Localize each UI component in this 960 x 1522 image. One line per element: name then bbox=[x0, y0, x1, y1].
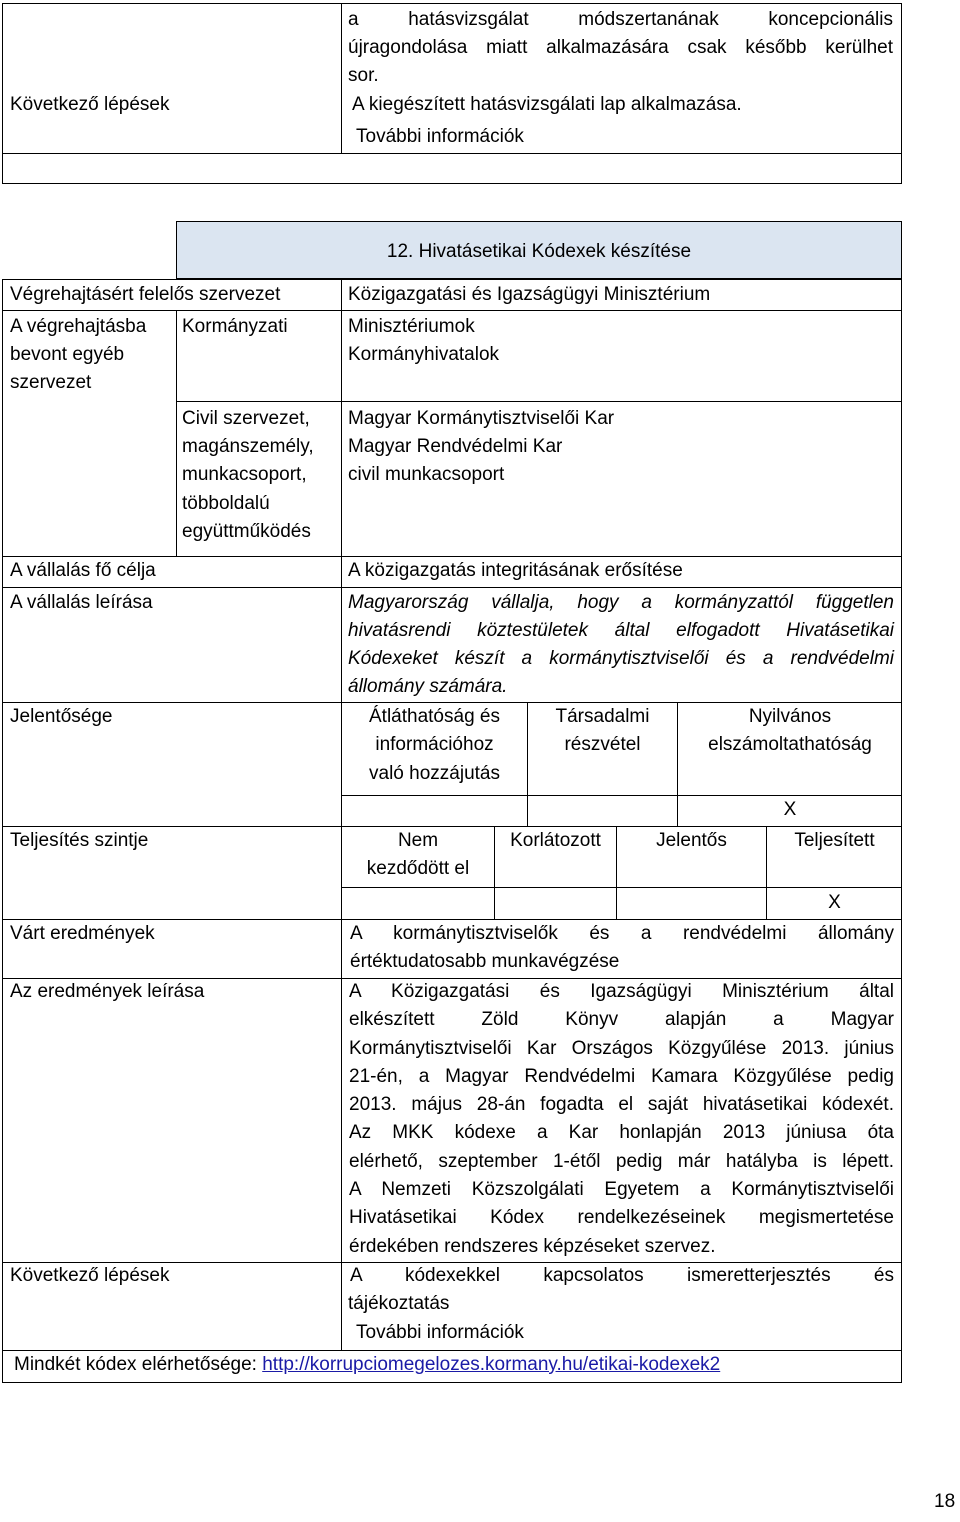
gov-value-1: Minisztériumok bbox=[348, 316, 475, 337]
sig-transparency-1: Átláthatóság és bbox=[369, 706, 500, 727]
results-line-7: elérhető, szeptember 1-étől pedig már hatályba is lépett. bbox=[349, 1151, 894, 1172]
sig-transparency-2: információhoz bbox=[375, 734, 494, 755]
results-line-8: A Nemzeti Közszolgálati Egyetem a Kormánytisztviselői bbox=[349, 1179, 894, 1200]
responsible-label: Végrehajtásért felelős szervezet bbox=[10, 284, 281, 305]
col-rule bbox=[176, 310, 177, 556]
next-steps-label: Következő lépések bbox=[10, 1265, 170, 1286]
involved-label-2: bevont egyéb bbox=[10, 344, 125, 365]
civil-label-1: Civil szervezet, bbox=[182, 408, 310, 429]
level-limited: Korlátozott bbox=[510, 830, 601, 851]
civil-label-5: együttműködés bbox=[182, 521, 311, 542]
results-line-2: elkészített Zöld Könyv alapján a Magyar bbox=[349, 1009, 894, 1030]
top-text-line-3: sor. bbox=[348, 65, 379, 86]
top-next-steps-label: Következő lépések bbox=[10, 94, 170, 115]
row-rule bbox=[176, 401, 902, 402]
civil-value-3: civil munkacsoport bbox=[348, 464, 505, 485]
top-text-line-1: a hatásvizsgálat módszertanának koncepcionális bbox=[348, 9, 893, 30]
row-rule bbox=[2, 310, 902, 311]
desc-line-1: Magyarország vállalja, hogy a kormányzattól független bbox=[348, 592, 894, 613]
involved-label-3: szervezet bbox=[10, 372, 92, 393]
desc-line-2: hivatásrendi köztestületek által elfogadott Hivatásetikai bbox=[348, 620, 894, 641]
results-label: Az eredmények leírása bbox=[10, 981, 205, 1002]
sig-participation-2: részvétel bbox=[564, 734, 641, 755]
civil-label-2: magánszemély, bbox=[182, 436, 314, 457]
gov-label: Kormányzati bbox=[182, 316, 288, 337]
responsible-value: Közigazgatási és Igazságügyi Minisztérium bbox=[348, 284, 711, 305]
significance-label: Jelentősége bbox=[10, 706, 113, 727]
col-rule bbox=[341, 279, 342, 1350]
expected-line-2: értéktudatosabb munkavégzése bbox=[350, 951, 620, 972]
level-not-started-1: Nem bbox=[397, 830, 439, 851]
availability-label: Mindkét kódex elérhetősége: bbox=[14, 1354, 263, 1375]
sig-accountability-1: Nyilvános bbox=[748, 706, 832, 727]
next-steps-line-2: tájékoztatás bbox=[348, 1293, 450, 1314]
top-more-info: További információk bbox=[356, 126, 524, 147]
desc-line-3: Kódexeket készít a kormánytisztviselői és a rendvédelmi bbox=[348, 648, 894, 669]
results-line-9: Hivatásetikai Kódex rendelkezéseinek megismertetése bbox=[349, 1207, 894, 1228]
level-label: Teljesítés szintje bbox=[10, 830, 149, 851]
involved-label-1: A végrehajtásba bbox=[10, 316, 147, 337]
row-rule bbox=[341, 887, 902, 888]
gov-value-2: Kormányhivatalok bbox=[348, 344, 500, 365]
results-line-3: Kormánytisztviselői Kar Országos Közgyűlése 2013. június bbox=[349, 1038, 894, 1059]
main-table-title: 12. Hivatásetikai Kódexek készítése bbox=[386, 241, 692, 262]
level-significant: Jelentős bbox=[656, 830, 727, 851]
availability-row bbox=[14, 1351, 720, 1380]
results-line-4: 21-én, a Magyar Rendvédelmi Kamara Közgyűlése pedig bbox=[349, 1066, 894, 1087]
significance-mark: X bbox=[783, 799, 797, 820]
results-line-5: 2013. május 28-án fogadta el saját hivatásetikai kódexét. bbox=[349, 1094, 894, 1115]
level-not-started-2: kezdődött el bbox=[366, 858, 470, 879]
page-number: 18 bbox=[934, 1491, 956, 1512]
top-next-steps-value: A kiegészített hatásvizsgálati lap alkalmazása. bbox=[352, 94, 742, 115]
level-completed: Teljesített bbox=[794, 830, 875, 851]
results-line-10: érdekében rendszeres képzéseket szervez. bbox=[349, 1236, 716, 1257]
row-rule bbox=[2, 587, 902, 588]
sig-accountability-2: elszámoltathatóság bbox=[708, 734, 872, 755]
more-info: További információk bbox=[356, 1322, 524, 1343]
civil-label-3: munkacsoport, bbox=[182, 464, 307, 485]
results-line-1: A Közigazgatási és Igazságügyi Minisztérium által bbox=[349, 981, 894, 1002]
next-steps-line-1: A kódexekkel kapcsolatos ismeretterjesztés és bbox=[350, 1265, 894, 1286]
level-mark: X bbox=[828, 892, 841, 913]
results-line-6: Az MKK kódexe a Kar honlapján 2013 júniusa óta bbox=[349, 1122, 894, 1143]
sig-transparency-3: való hozzájutás bbox=[369, 763, 500, 784]
top-table-divider-v bbox=[341, 3, 342, 153]
top-table-divider-h bbox=[2, 153, 902, 154]
civil-label-4: többoldalú bbox=[182, 493, 270, 514]
code-availability-link[interactable]: http://korrupciomegelozes.kormany.hu/etikai-kodexek2 bbox=[262, 1354, 721, 1375]
desc-label: A vállalás leírása bbox=[10, 592, 153, 613]
goal-value: A közigazgatás integritásának erősítése bbox=[348, 560, 683, 581]
expected-label: Várt eredmények bbox=[10, 923, 155, 944]
desc-line-4: állomány számára. bbox=[348, 676, 508, 697]
civil-value-2: Magyar Rendvédelmi Kar bbox=[348, 436, 563, 457]
goal-label: A vállalás fő célja bbox=[10, 560, 156, 581]
sig-participation-1: Társadalmi bbox=[555, 706, 650, 727]
expected-line-1: A kormánytisztviselők és a rendvédelmi állomány bbox=[350, 923, 894, 944]
civil-value-1: Magyar Kormánytisztviselői Kar bbox=[348, 408, 615, 429]
top-text-line-2: újragondolása miatt alkalmazására csak később kerülhet bbox=[348, 37, 893, 58]
